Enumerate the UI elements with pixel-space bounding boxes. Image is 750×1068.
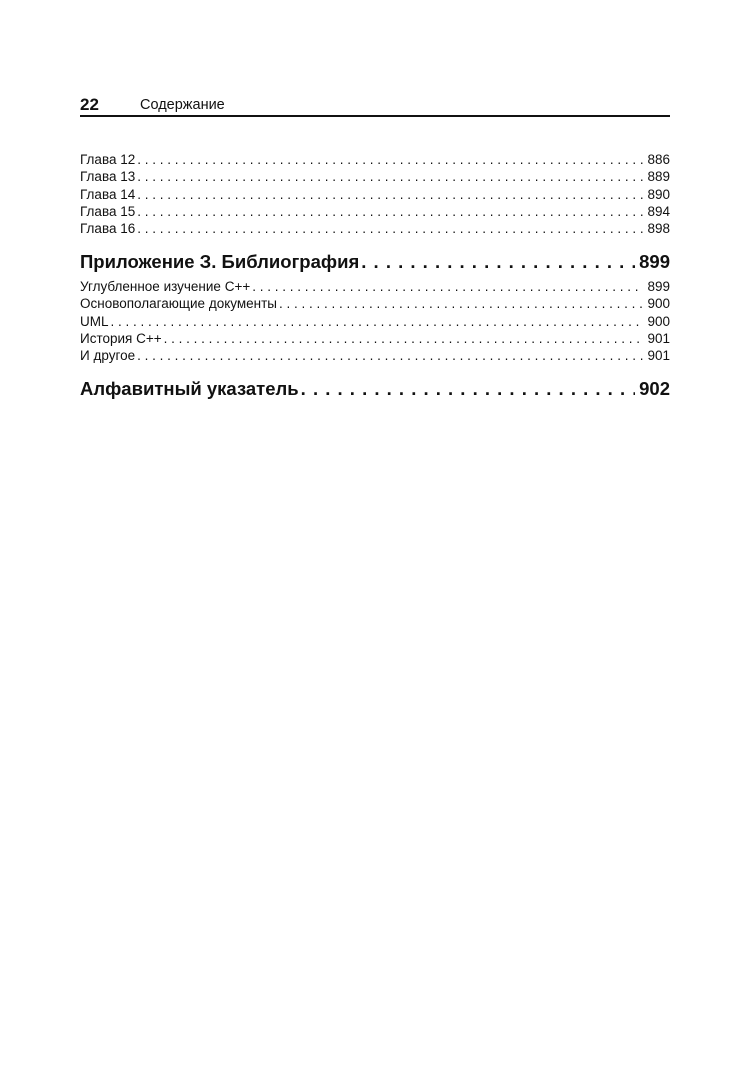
toc-entry-page: 899 [639, 251, 670, 272]
toc-entry-cpp-history[interactable] [80, 330, 670, 347]
dot-leader [137, 220, 643, 237]
dot-leader [252, 278, 643, 295]
toc-entry-label: Основополагающие документы [80, 296, 277, 312]
dot-leader [137, 186, 643, 203]
toc-entry-advanced-cpp[interactable] [80, 278, 670, 295]
page-number: 22 [80, 95, 99, 114]
toc-entry-label: История C++ [80, 330, 162, 346]
toc-entry-uml[interactable] [80, 313, 670, 330]
toc-entry-chapter-14[interactable] [80, 186, 670, 203]
toc-entry-page: 898 [647, 221, 670, 237]
toc-entry-page: 890 [647, 186, 670, 202]
dot-leader [164, 330, 644, 347]
toc-entry-page: 901 [647, 348, 670, 364]
running-head-title: Содержание [140, 97, 225, 113]
toc-entry-label: Глава 12 [80, 152, 136, 167]
toc-entry-chapter-15[interactable] [80, 203, 670, 220]
toc-entry-page: 902 [639, 378, 670, 399]
toc-entry-chapter-12[interactable] [80, 151, 670, 168]
dot-leader [137, 203, 643, 220]
dot-leader [279, 295, 643, 312]
dot-leader [137, 347, 643, 364]
toc-entry-page: 901 [647, 330, 670, 346]
toc-entry-page: 900 [647, 296, 670, 312]
toc-entry-label: Глава 15 [80, 203, 136, 219]
toc-entry-chapter-13[interactable] [80, 168, 670, 185]
toc-entry-label: И другое [80, 348, 136, 364]
toc-entry-foundational-docs[interactable] [80, 295, 670, 312]
running-head [80, 93, 670, 117]
dot-leader [137, 168, 643, 185]
toc-index-group [80, 377, 670, 401]
toc-entry-page: 894 [647, 203, 670, 219]
toc-entry-page: 889 [647, 169, 670, 185]
toc-entry-other[interactable] [80, 347, 670, 364]
toc-entry-label: Алфавитный указатель [80, 378, 299, 399]
toc-entry-page: 900 [647, 313, 670, 329]
dot-leader [137, 151, 643, 168]
dot-leader [301, 377, 635, 401]
toc-entry-page: 886 [647, 152, 670, 167]
toc-entry-label: Глава 13 [80, 169, 136, 185]
toc-appendix-group [80, 250, 670, 274]
toc-entry-label: Углубленное изучение C++ [80, 279, 251, 294]
toc-entry-alphabetical-index[interactable] [80, 377, 670, 401]
toc-entry-page: 899 [647, 279, 670, 294]
toc-entry-label: UML [80, 313, 109, 329]
toc-bibliography-group [80, 278, 670, 364]
toc-entry-label: Приложение З. Библиография [80, 251, 360, 272]
toc-entry-chapter-16[interactable] [80, 220, 670, 237]
toc-chapters-group [80, 151, 670, 237]
toc-entry-label: Глава 14 [80, 186, 136, 202]
dot-leader [111, 313, 644, 330]
toc-entry-label: Глава 16 [80, 221, 136, 237]
toc-entry-appendix-bibliography[interactable] [80, 250, 670, 274]
dot-leader [361, 250, 635, 274]
